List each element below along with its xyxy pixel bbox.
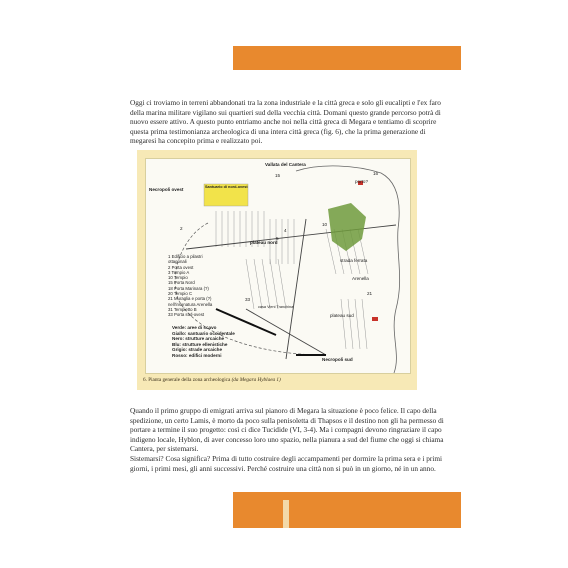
- label-plateau-nord: plateau nord: [250, 240, 278, 245]
- label-arenella: Arenella: [352, 276, 369, 281]
- bottom-orange-band: [233, 492, 461, 528]
- color-key: [172, 325, 235, 359]
- color-key-item: Rosso: edifici moderni: [172, 352, 222, 358]
- modern-building: [372, 317, 378, 321]
- label-5: 5: [276, 236, 279, 241]
- legend-item: 21 Muraglia e porta (?): [168, 296, 212, 302]
- color-key-item: Giallo: santuario occidentale: [172, 330, 235, 336]
- label-casa-vieni: casa Vieni Tranchina: [258, 305, 294, 309]
- coastline: [296, 166, 400, 373]
- figure-caption: [143, 377, 413, 383]
- excavation-area: [328, 203, 366, 251]
- top-orange-band: [233, 46, 461, 70]
- label-necropoli-sud: Necropoli sud: [322, 357, 353, 362]
- color-key-item: Verde: aree di scavo: [172, 325, 217, 330]
- caption-source: (da Megara Hyblaea 1): [231, 377, 281, 383]
- label-4: 4: [284, 228, 287, 233]
- color-key-item: Nero: strutture arcaiche: [172, 336, 225, 342]
- label-16: 16: [373, 171, 379, 176]
- legend-item: ottagonali: [168, 259, 187, 265]
- label-15: 15: [275, 173, 281, 178]
- label-2: 2: [180, 226, 183, 231]
- label-plateau-sud: plateau sud: [330, 313, 354, 318]
- label-santuario: Santuario di nord-ovest: [205, 185, 248, 189]
- body-text-2: Sistemarsi? Cosa significa? Prima di tutto costruire degli accampamenti per dormire la prima sera e i primi giorni, i primi mesi, gli anni successivi. Perché costruire una città non si può in un giorno, né in un anno.: [130, 453, 443, 473]
- legend-item: 2 Porta ovest: [168, 264, 194, 270]
- color-key-item: Grigio: strade arcaiche: [172, 347, 223, 353]
- label-vallata: Vallata del Cantera: [265, 162, 306, 167]
- label-33: 33: [245, 297, 251, 302]
- legend-item: 10 Tempio: [168, 275, 188, 281]
- label-strada-ferrata: strada ferrata: [340, 258, 368, 263]
- legend-item: nell'insenatura Arenella: [168, 301, 213, 307]
- color-key-item: Blu: strutture ellenistiche: [172, 341, 228, 347]
- label-21: 21: [367, 291, 373, 296]
- legend-item: 1 Edificio a pilastri: [168, 254, 203, 259]
- legend-item: 31 Tempietto B: [168, 306, 197, 312]
- label-necropoli-ovest: Necropoli ovest: [149, 187, 184, 192]
- map-legend: [168, 254, 212, 318]
- body-text-1: Quando il primo gruppo di emigrati arriva sul pianoro di Megara la situazione è poco felice. Il capo della spedizione, un certo Lamis, è morto da poco sulla penisoletta di Thapsos e il destino non gli ha permesso di portare a termine il suo progetto: così ci dice Tucidide (VI, 3-4). Ma i compagni devono ringraziare il capo indigeno locale, Hyblon, di aver concesso loro uno spazio, nella pianura a sud del fiume che oggi si chiama Cantera, per sistemarsi.: [130, 406, 444, 454]
- bottom-band-notch: [283, 500, 289, 528]
- intro-paragraph: [130, 98, 452, 146]
- label-porto: porto?: [355, 179, 369, 184]
- label-10: 10: [322, 222, 328, 227]
- legend-item: 15 Porta Nord: [168, 280, 195, 286]
- legend-item: 33 Porta sud-ovest: [168, 312, 205, 318]
- caption-main: 6. Pianta generale della zona archeologica: [143, 377, 231, 383]
- legend-item: 18 Porta Marinara (?): [168, 285, 209, 291]
- legend-item: 20 Tempio C: [168, 291, 193, 297]
- legend-item: 3 Tempio A: [168, 269, 190, 275]
- body-paragraph: [130, 406, 452, 473]
- intro-text: Oggi ci troviamo in terreni abbandonati tra la zona industriale e la città greca e solo gli eucalipti e l'ex faro della marina militare vigilano sui quartieri sud della vecchia città. Domani questo grande percorso potrà di nuovo essere attivo. A questo punto entriamo anche noi nella città greca di Megara e tentiamo di scoprire questa prima testimonianza archeologica di una intera città greca (fig. 6), che la prima generazione di megaresi ha concepito prima e realizzato poi.: [130, 98, 441, 146]
